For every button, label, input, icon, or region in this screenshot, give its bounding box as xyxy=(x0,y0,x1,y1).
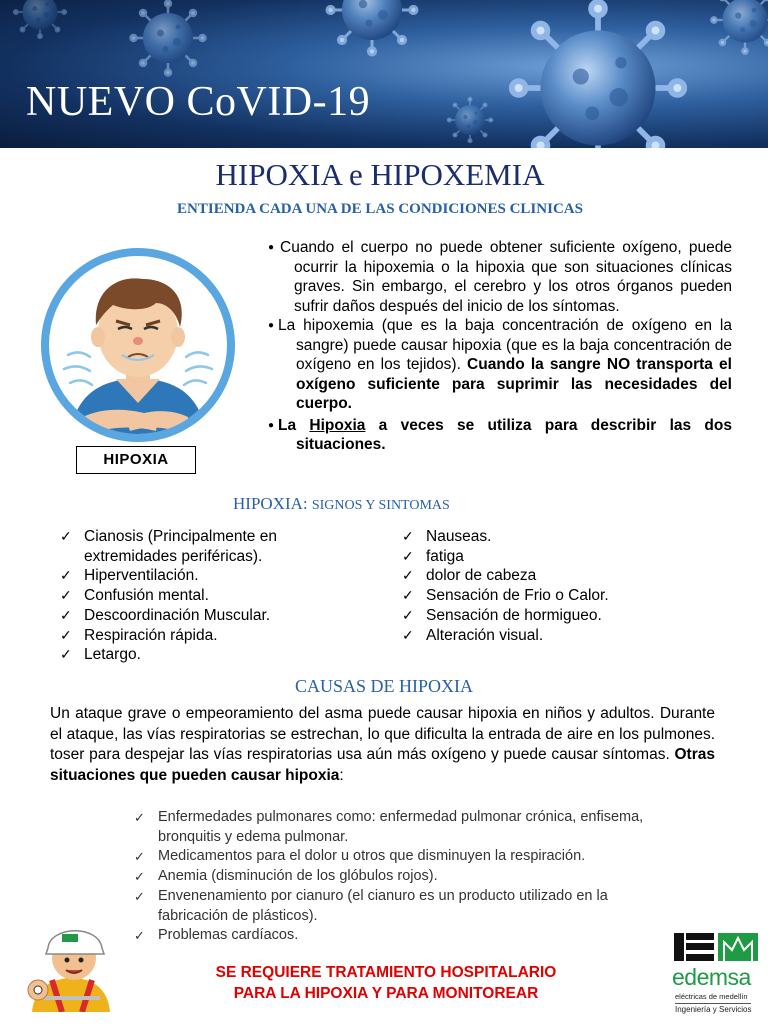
check-icon: ✓ xyxy=(134,928,145,944)
list-item-text: Problemas cardíacos. xyxy=(158,927,299,944)
list-item-text: Nauseas. xyxy=(426,528,492,545)
illustration-caption: HIPOXIA xyxy=(76,446,196,474)
list-item-text: Cianosis (Principalmente en extremidades periféricas). xyxy=(84,528,277,565)
list-item xyxy=(402,547,702,567)
causes-heading: CAUSAS DE HIPOXIA xyxy=(294,676,473,696)
list-item-text: Confusión mental. xyxy=(84,587,209,605)
check-icon: ✓ xyxy=(60,528,72,544)
list-item xyxy=(402,527,702,547)
list-item xyxy=(60,606,360,626)
logo-tagline-2: Ingeniería y Servicios xyxy=(675,1005,752,1014)
intro-bullet-bold-text: Cuando la sangre NO transporta el oxígeno suficiente para suprimir las necesidades del cuerpo. xyxy=(296,356,732,412)
causes-paragraph-text: Un ataque grave o empeoramiento del asma puede causar hipoxia en niños y adultos. Durante el ataque, las vías respiratorias se estrechan, lo que dificulta la entrada de aire en los pulmones. toser para despejar las vías respiratorias usa aún más oxígeno y puede causar síntomas. xyxy=(50,705,715,763)
check-icon: ✓ xyxy=(60,646,72,663)
check-icon: ✓ xyxy=(60,606,72,623)
list-item-text: Anemia (disminución de los glóbulos rojos). xyxy=(158,868,438,885)
check-icon: ✓ xyxy=(402,626,414,643)
list-item xyxy=(402,586,702,606)
list-item xyxy=(60,527,360,566)
signs-list-left xyxy=(60,527,360,665)
logo-name: edemsa xyxy=(672,964,751,990)
list-item-text: Respiración rápida. xyxy=(84,626,218,644)
list-item xyxy=(134,867,654,887)
causes-paragraph xyxy=(50,704,715,786)
header-banner xyxy=(0,0,768,148)
banner-title: NUEVO CoVID-19 xyxy=(26,79,371,125)
causes-paragraph-bold: Otras situaciones que pueden causar hipoxia xyxy=(50,746,715,784)
signs-heading xyxy=(233,494,450,514)
list-item-text: Sensación de hormigueo. xyxy=(426,606,602,624)
list-item xyxy=(134,926,654,946)
causes-list xyxy=(134,808,654,946)
list-item-text: Sensación de Frio o Calor. xyxy=(426,587,609,605)
check-icon: ✓ xyxy=(134,810,145,825)
check-icon: ✓ xyxy=(402,606,414,623)
bullet-dot-icon: ● xyxy=(268,419,275,431)
intro-bullet-text: La xyxy=(278,416,310,434)
list-item xyxy=(402,566,702,586)
page-title: HIPOXIA e HIPOXEMIA xyxy=(215,157,545,192)
causes-paragraph-end: : xyxy=(339,766,344,784)
intro-bullet xyxy=(268,238,732,316)
page-subtitle: ENTIENDA CADA UNA DE LAS CONDICIONES CLINICAS xyxy=(177,201,583,217)
list-item xyxy=(134,887,654,926)
warning-line: PARA LA HIPOXIA Y PARA MONITOREAR xyxy=(233,985,539,1002)
bullet-dot-icon: ● xyxy=(268,242,275,253)
edemsa-logo xyxy=(672,930,764,1018)
bullet-dot-icon: ● xyxy=(268,320,275,331)
intro-bullet-text: Cuando el cuerpo no puede obtener suficiente oxígeno, puede ocurrir la hipoxemia o la hipoxia que son situaciones clínicas graves. Sin embargo, el cerebro y los otros órganos pueden sufrir daños después del inicio de los síntomas. xyxy=(280,239,732,315)
signs-list-right xyxy=(402,527,702,645)
list-item-text: Enfermedades pulmonares como: enfermedad pulmonar crónica, enfisema, bronquitis y edema pulmonar. xyxy=(158,809,644,845)
check-icon: ✓ xyxy=(402,567,414,584)
list-item-text: dolor de cabeza xyxy=(426,567,537,585)
intro-bullets xyxy=(268,238,732,455)
list-item-text: Hiperventilación. xyxy=(84,567,199,585)
list-item-text: Letargo. xyxy=(84,646,141,664)
list-item xyxy=(402,626,702,646)
list-item-text: Envenenamiento por cianuro (el cianuro es un producto utilizado en la fabricación de plásticos). xyxy=(158,887,608,924)
check-icon: ✓ xyxy=(134,849,145,865)
list-item xyxy=(60,645,360,665)
worker-mascot-illustration xyxy=(22,918,118,1012)
check-icon: ✓ xyxy=(134,869,145,885)
intro-bullet-text: a veces se utiliza para describir las dos situaciones. xyxy=(296,416,732,453)
intro-bullet xyxy=(268,416,732,455)
list-item xyxy=(60,566,360,586)
list-item-text: Medicamentos para el dolor u otros que disminuyen la respiración. xyxy=(158,848,586,865)
check-icon: ✓ xyxy=(402,587,414,604)
hospital-warning xyxy=(160,962,612,1004)
signs-heading-word: HIPOXIA: xyxy=(233,494,308,513)
list-item xyxy=(60,626,360,646)
list-item-text: Descoordinación Muscular. xyxy=(84,606,271,624)
check-icon: ✓ xyxy=(402,547,414,564)
hipoxia-term: Hipoxia xyxy=(309,416,366,434)
check-icon: ✓ xyxy=(60,626,72,643)
hypoxia-person-illustration xyxy=(38,245,238,445)
signs-heading-rest: SIGNOS Y SINTOMAS xyxy=(311,498,450,513)
list-item xyxy=(402,606,702,626)
list-item xyxy=(134,847,654,867)
edemsa-logo-icon xyxy=(672,930,764,964)
warning-line: SE REQUIERE TRATAMIENTO HOSPITALARIO xyxy=(215,964,557,981)
list-item xyxy=(134,808,654,847)
logo-tagline: eléctricas de medellín xyxy=(675,992,748,1001)
list-item-text: fatiga xyxy=(426,547,464,565)
list-item xyxy=(60,586,360,606)
check-icon: ✓ xyxy=(402,528,414,544)
list-item-text: Alteración visual. xyxy=(426,626,544,644)
intro-bullet xyxy=(268,316,732,414)
check-icon: ✓ xyxy=(60,567,72,584)
intro-bullet-text: La hipoxemia (que es la baja concentración de oxígeno en la sangre) puede causar hipoxia (que es la baja concentración de oxígeno en los tejidos). xyxy=(278,317,732,373)
check-icon: ✓ xyxy=(134,888,145,904)
check-icon: ✓ xyxy=(60,587,72,604)
